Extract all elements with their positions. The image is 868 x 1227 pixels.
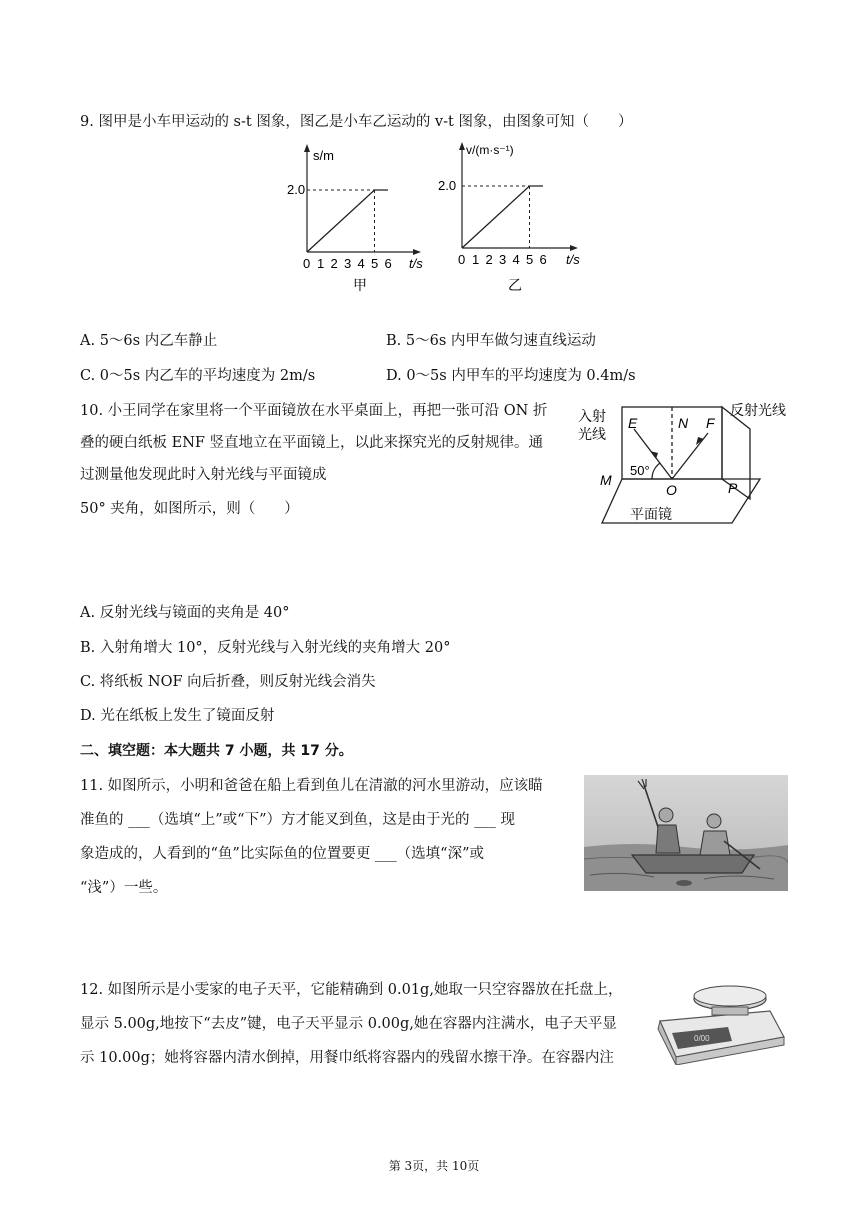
q10-line-3: 过测量他发现此时入射光线与平面镜成 xyxy=(80,467,327,483)
reflection-figure xyxy=(572,395,798,535)
x-tick-label: 1 xyxy=(472,252,480,267)
label-p: P xyxy=(728,480,738,496)
incident-arrow xyxy=(650,451,658,459)
angle-arc xyxy=(652,463,660,479)
graph-jia xyxy=(285,140,435,300)
reflected-label: 反射光线 xyxy=(730,402,786,418)
graph-yi xyxy=(438,138,598,300)
q9-stem: 9. 图甲是小车甲运动的 s-t 图象，图乙是小车乙运动的 v-t 图象，由图象可知（ ） xyxy=(80,114,633,130)
x-tick-label: 4 xyxy=(512,252,520,267)
x-tick-label: 2 xyxy=(485,252,493,267)
q10-line-1: 10. 小王同学在家里将一个平面镜放在水平桌面上，再把一张可沿 ON 折 xyxy=(80,403,548,419)
electronic-balance-illustration xyxy=(650,975,790,1065)
incident-label-1: 入射 xyxy=(578,408,606,424)
x-tick-label: 5 xyxy=(526,252,534,267)
jia-y-tick: 2.0 xyxy=(287,182,306,197)
jia-x-label: t/s xyxy=(409,256,423,271)
q12-line-1: 12. 如图所示是小雯家的电子天平，它能精确到 0.01g,她取一只空容器放在托盘上， xyxy=(80,982,623,998)
person-xiaoming xyxy=(659,808,673,822)
fish xyxy=(676,880,692,886)
page-footer: 第 3页，共 10页 xyxy=(388,1159,480,1173)
display-readout: 0/00 xyxy=(694,1034,710,1043)
x-tick-label: 3 xyxy=(344,256,352,271)
label-m: M xyxy=(600,472,612,488)
yi-y-label: v/(m·s⁻¹) xyxy=(466,143,514,157)
q12-line-3: 示 10.00g；她将容器内清水倒掉，用餐巾纸将容器内的残留水擦干净。在容器内注 xyxy=(80,1050,614,1066)
q10-option-d: D. 光在纸板上发生了镜面反射 xyxy=(80,708,275,724)
x-tick-label: 2 xyxy=(330,256,338,271)
x-tick-label: 0 xyxy=(303,256,311,271)
x-tick-label: 3 xyxy=(499,252,507,267)
label-mirror: 平面镜 xyxy=(630,506,672,522)
q12-line-2: 显示 5.00g,地按下“去皮”键，电子天平显示 0.00g,她在容器内注满水，电子天平显 xyxy=(80,1016,617,1032)
x-tick-label: 5 xyxy=(371,256,379,271)
label-f: F xyxy=(706,415,715,431)
x-tick-label: 6 xyxy=(539,252,547,267)
jia-y-label: s/m xyxy=(313,148,334,163)
boat-fishing-illustration xyxy=(584,775,788,891)
series-line xyxy=(462,186,543,248)
q10-option-b: B. 入射角增大 10°，反射光线与入射光线的夹角增大 20° xyxy=(80,640,451,656)
series-line xyxy=(307,190,388,252)
q9-option-d: D. 0～5s 内甲车的平均速度为 0.4m/s xyxy=(386,368,636,384)
yi-y-tick: 2.0 xyxy=(438,178,457,193)
q10-line-4: 50° 夹角，如图所示，则（ ） xyxy=(80,501,299,517)
q11-line-4: “浅”）一些。 xyxy=(80,880,168,896)
label-o: O xyxy=(666,482,677,498)
incident-label-2: 光线 xyxy=(578,426,606,442)
q10-option-a: A. 反射光线与镜面的夹角是 40° xyxy=(80,605,290,621)
yi-caption: 乙 xyxy=(508,277,522,293)
section-2-header: 二、填空题：本大题共 7 小题，共 17 分。 xyxy=(80,743,353,759)
q9-option-c: C. 0～5s 内乙车的平均速度为 2m/s xyxy=(80,368,316,384)
q11-line-3: 象造成的，人看到的“鱼”比实际鱼的位置要更 ___（选填“深”或 xyxy=(80,846,485,862)
boat xyxy=(632,855,754,873)
person-father xyxy=(707,814,721,828)
jia-caption: 甲 xyxy=(353,277,367,293)
q9-option-b: B. 5～6s 内甲车做匀速直线运动 xyxy=(386,333,596,349)
x-tick-label: 1 xyxy=(317,256,325,271)
q11-line-2: 准鱼的 ___（选填“上”或“下”）方才能叉到鱼，这是由于光的 ___ 现 xyxy=(80,812,515,828)
x-tick-label: 0 xyxy=(458,252,466,267)
q10-line-2: 叠的硬白纸板 ENF 竖直地立在平面镜上，以此来探究光的反射规律。通 xyxy=(80,435,544,451)
x-tick-label: 6 xyxy=(384,256,392,271)
x-tick-label: 4 xyxy=(357,256,365,271)
label-e: E xyxy=(628,415,638,431)
q11-line-1: 11. 如图所示，小明和爸爸在船上看到鱼儿在清澈的河水里游动，应该瞄 xyxy=(80,778,543,794)
q9-option-a: A. 5～6s 内乙车静止 xyxy=(80,333,218,349)
q10-option-c: C. 将纸板 NOF 向后折叠，则反射光线会消失 xyxy=(80,674,376,690)
label-angle: 50° xyxy=(630,463,650,478)
yi-x-label: t/s xyxy=(566,252,580,267)
label-n: N xyxy=(678,415,689,431)
